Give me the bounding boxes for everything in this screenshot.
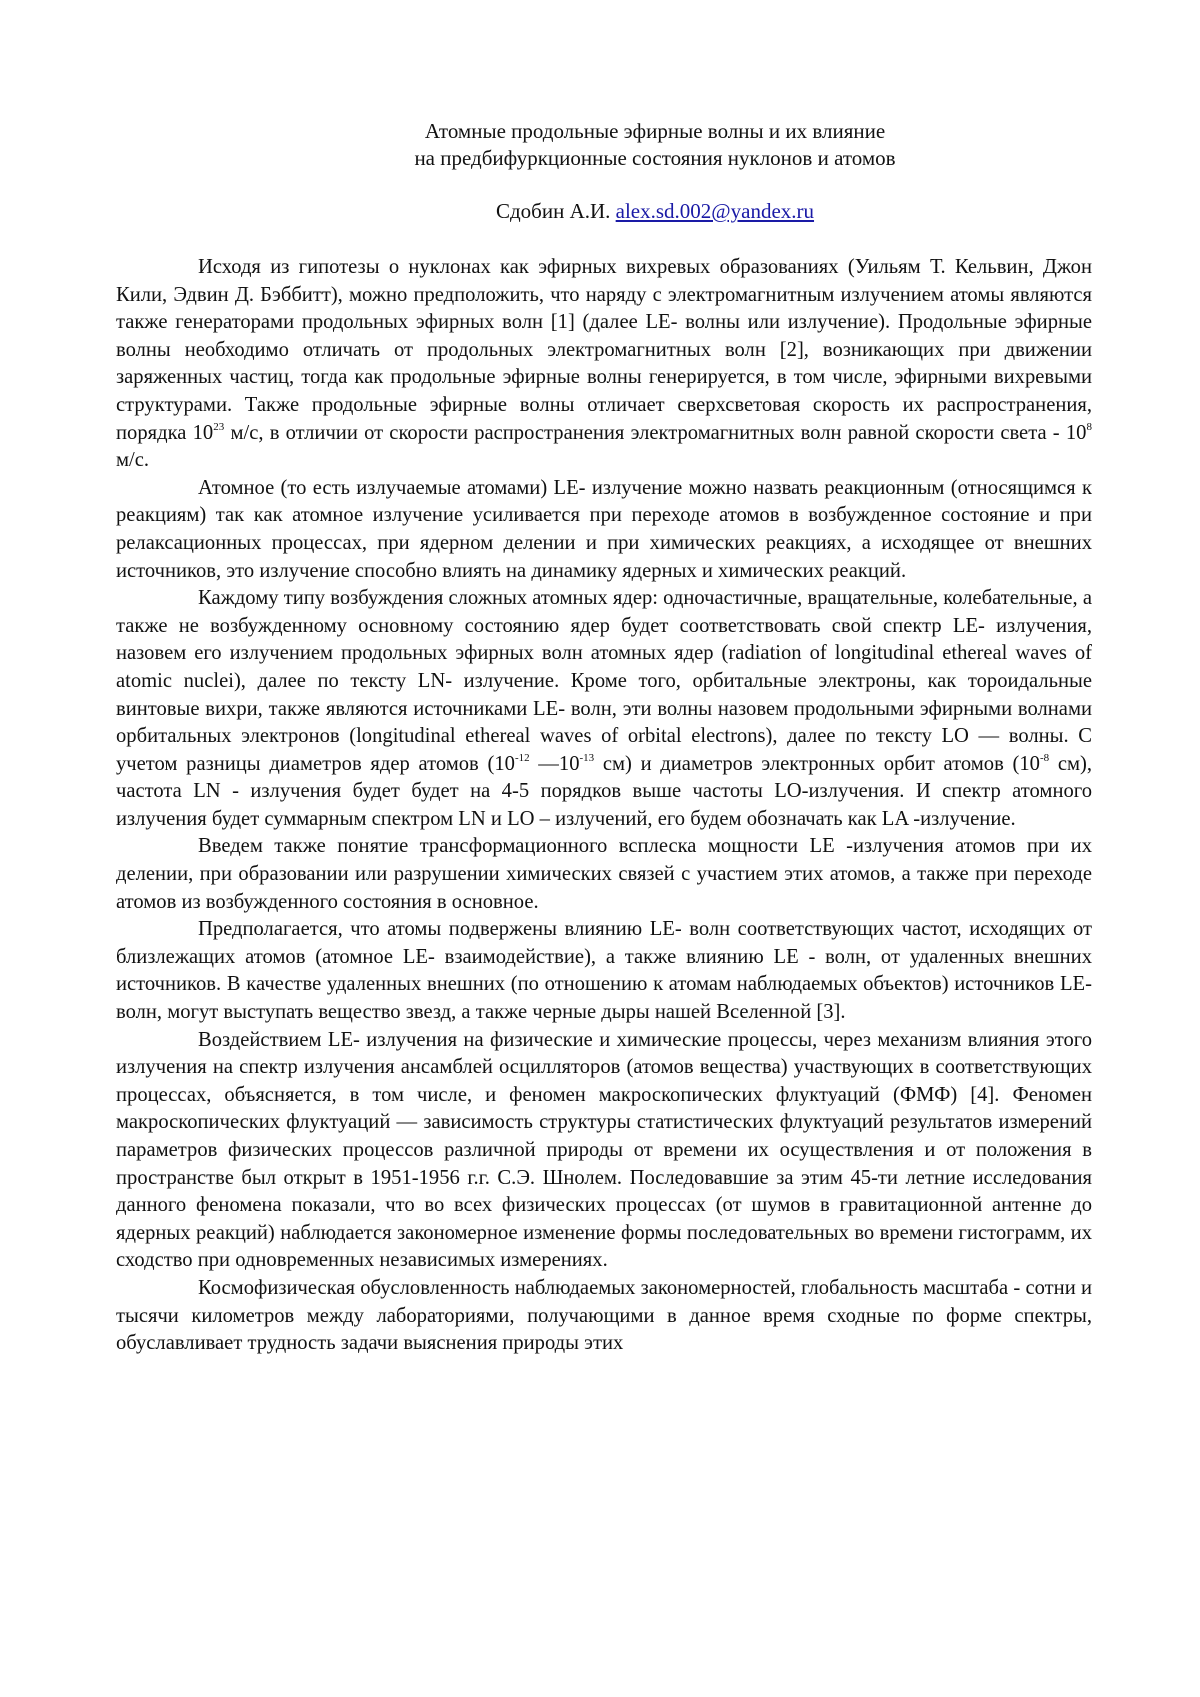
paragraph-1-text-b: м/с, в отличии от скорости распространения электромагнитных волн равной скорости света - 10 (224, 421, 1087, 444)
paragraph-3-text-a: Каждому типу возбуждения сложных атомных ядер: одночастичные, вращательные, колебательные, а также не возбужденному основному состоянию ядер будет соответствовать свой спектр LE- излучения, назовем его излучением продольных эфирных волн атомных ядер (radiation of longitudinal ethereal waves of atomic nuclei), далее по тексту LN- излучение. Кроме того, орбитальные электроны, как тороидальные винтовые вихри, также являются источниками LE- волн, эти волны назовем продольными эфирными волнами орбитальных электронов (longitudinal ethereal waves of orbital electrons), далее по тексту LO — волны. С учетом разницы диаметров ядер атомов (10 (116, 587, 1092, 775)
superscript-exponent: 23 (213, 420, 225, 433)
superscript-exponent: -13 (579, 751, 595, 764)
paragraph-3 (116, 585, 1092, 833)
paragraph-1-text-c: м/с. (116, 449, 150, 472)
paragraph-3-text-c: см) и диаметров электронных орбит атомов (10 (594, 752, 1040, 775)
author-email-link[interactable]: alex.sd.002@yandex.ru (615, 199, 815, 223)
superscript-exponent: 8 (1086, 420, 1092, 433)
paragraph-4: Введем также понятие трансформационного всплеска мощности LE -излучения атомов при их делении, при образовании или разрушении химических связей с участием этих атомов, а также при переходе атомов из возбужденного состояния в основное. (116, 835, 1092, 913)
paragraph-7: Космофизическая обусловленность наблюдаемых закономерностей, глобальность масштаба - сотни и тысячи километров между лабораториями, получающими в данное время сходные по форме спектры, обуславливает трудность задачи выяснения природы этих (116, 1276, 1092, 1355)
paragraph-2: Атомное (то есть излучаемые атомами) LE- излучение можно назвать реакционным (относящимся к реакциям) так как атомное излучение усиливается при переходе атомов в возбужденное состояние и при релаксационных процессах, при ядерном делении и при химических реакциях, а исходящее от внешних источников, это излучение способно влиять на динамику ядерных и химических реакций. (116, 476, 1092, 582)
document-body (116, 254, 1092, 1358)
paragraph-3-text-d: см), частота LN - излучения будет будет на 4-5 порядков выше частоты LO-излучения. И спектр атомного излучения будет суммарным спектром LN и LO – излучений, его будем обозначать как LA -излучение. (116, 752, 1093, 830)
superscript-exponent: -8 (1039, 751, 1050, 764)
paragraph-3-text-b: —10 (529, 752, 580, 775)
paragraph-6: Воздействием LE- излучения на физические и химические процессы, через механизм влияния этого излучения на спектр излучения ансамблей осцилляторов (атомов вещества) участвующих в соответствующих процессах, объясняется, в том числе, и феномен макроскопических флуктуаций (ФМФ) [4]. Феномен макроскопических флуктуаций — зависимость структуры статистических флуктуаций результатов измерений параметров физических процессов различной природы от времени их осуществления и от положения в пространстве был открыт в 1951-1956 г.г. С.Э. Шнолем. Последовавшие за этим 45-ти летние исследования данного феномена показали, что во всех физических процессах (от шумов в гравитационной антенне до ядерных реакций) наблюдается закономерное изменение формы последовательных во времени гистограмм, их сходство при одновременных независимых измерениях. (116, 1028, 1092, 1272)
author-name: Сдобин А.И. (495, 199, 611, 223)
author-line (110, 198, 1200, 225)
title-line-1: Атомные продольные эфирные волны и их влияние (424, 119, 886, 143)
title-line-2: на предбифуркционные состояния нуклонов и атомов (414, 146, 896, 170)
paragraph-1 (116, 254, 1092, 475)
paragraph-5: Предполагается, что атомы подвержены влиянию LE- волн соответствующих частот, исходящих от близлежащих атомов (атомное LE- взаимодействие), а также влиянию LE - волн, от удаленных внешних источников. В качестве удаленных внешних (по отношению к атомам наблюдаемых объектов) источников LE- волн, могут выступать вещество звезд, а также черные дыры нашей Вселенной [3]. (116, 918, 1092, 1024)
superscript-exponent: -12 (514, 751, 530, 764)
document-title (110, 118, 1200, 172)
paragraph-1-text-a: Исходя из гипотезы о нуклонах как эфирных вихревых образованиях (Уильям Т. Кельвин, Джон Кили, Эдвин Д. Бэббитт), можно предположить, что наряду с электромагнитным излучением атомы являются также генераторами продольных эфирных волн [1] (далее LE- волны или излучение). Продольные эфирные волны необходимо отличать от продольных электромагнитных волн [2], возникающих при движении заряженных частиц, тогда как продольные эфирные волны генерируется, в том числе, эфирными вихревыми структурами. Также продольные эфирные волны отличает сверхсветовая скорость их распространения, порядка 10 (116, 256, 1092, 444)
